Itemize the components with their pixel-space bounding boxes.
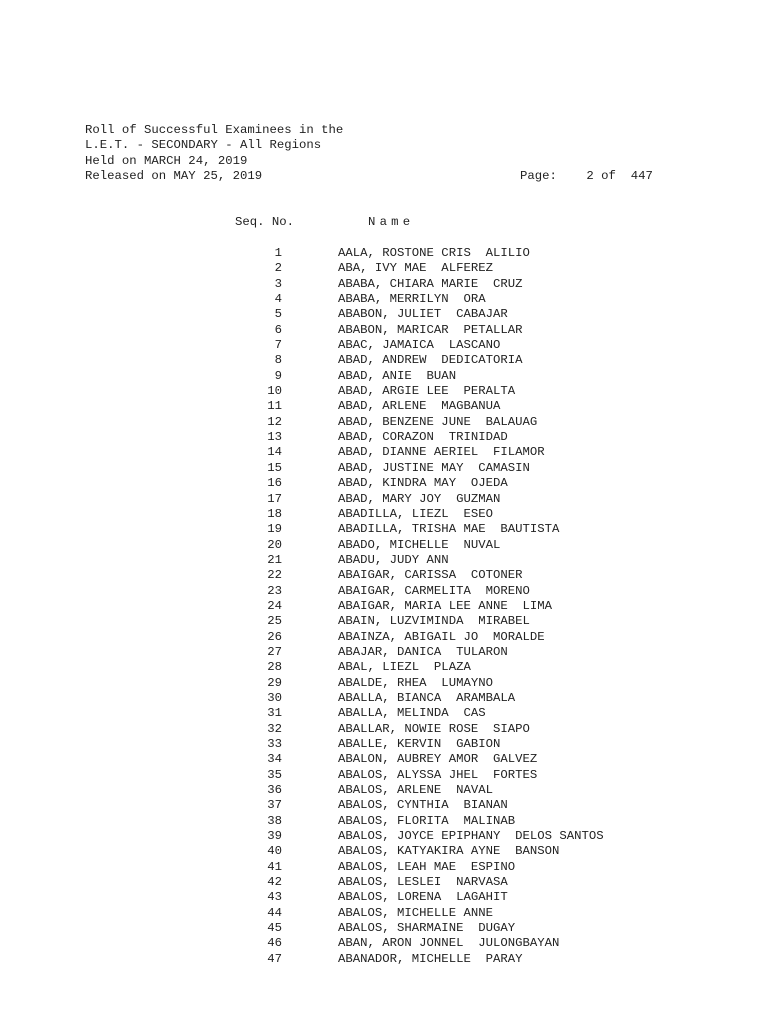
seq-number: 38 bbox=[267, 813, 282, 828]
list-item bbox=[0, 952, 768, 967]
examinee-name: ABALOS, JOYCE EPIPHANY DELOS SANTOS bbox=[338, 829, 604, 844]
examinee-name: ABABA, MERRILYN ORA bbox=[338, 292, 486, 307]
list-item bbox=[0, 936, 768, 951]
examinee-name: ABAL, LIEZL PLAZA bbox=[338, 660, 471, 675]
examinee-name: ABAINZA, ABIGAIL JO MORALDE bbox=[338, 629, 545, 644]
examinee-name: ABALOS, MICHELLE ANNE bbox=[338, 905, 493, 920]
seq-number: 40 bbox=[267, 844, 282, 859]
list-item bbox=[0, 507, 768, 522]
examinee-name: ABABA, CHIARA MARIE CRUZ bbox=[338, 276, 523, 291]
list-item bbox=[0, 430, 768, 445]
examinee-name: ABADILLA, LIEZL ESEO bbox=[338, 506, 493, 521]
seq-number: 8 bbox=[274, 353, 282, 368]
examinee-name: ABAD, ANIE BUAN bbox=[338, 368, 457, 383]
list-item bbox=[0, 246, 768, 261]
seq-number: 26 bbox=[267, 629, 282, 644]
list-item bbox=[0, 553, 768, 568]
seq-number: 6 bbox=[274, 322, 282, 337]
examinee-name: ABA, IVY MAE ALFEREZ bbox=[338, 261, 493, 276]
examinee-name: ABAC, JAMAICA LASCANO bbox=[338, 338, 501, 353]
examinee-name: ABADO, MICHELLE NUVAL bbox=[338, 537, 501, 552]
examinee-name: ABAD, ARGIE LEE PERALTA bbox=[338, 384, 516, 399]
examinee-name: ABAD, JUSTINE MAY CAMASIN bbox=[338, 460, 530, 475]
list-item bbox=[0, 568, 768, 583]
seq-no-column-header: Seq. No. bbox=[235, 215, 295, 229]
seq-number: 1 bbox=[274, 246, 282, 260]
seq-number: 5 bbox=[274, 307, 282, 322]
seq-number: 14 bbox=[267, 445, 282, 460]
examinee-name: ABAD, KINDRA MAY OJEDA bbox=[338, 476, 508, 491]
seq-number: 15 bbox=[267, 460, 282, 475]
seq-number: 43 bbox=[267, 890, 282, 905]
seq-number: 24 bbox=[267, 598, 282, 613]
examinee-name: AALA, ROSTONE CRIS ALILIO bbox=[338, 246, 530, 260]
seq-number: 17 bbox=[267, 491, 282, 506]
list-item bbox=[0, 445, 768, 460]
examinee-name: ABALOS, KATYAKIRA AYNE BANSON bbox=[338, 844, 560, 859]
examinee-name: ABAN, ARON JONNEL JULONGBAYAN bbox=[338, 936, 560, 951]
examinee-name: ABALOS, LESLEI NARVASA bbox=[338, 875, 508, 890]
seq-number: 3 bbox=[274, 276, 282, 291]
examinee-name: ABALOS, CYNTHIA BIANAN bbox=[338, 798, 508, 813]
examinee-name: ABALDE, RHEA LUMAYNO bbox=[338, 675, 493, 690]
list-item bbox=[0, 384, 768, 399]
seq-number: 19 bbox=[267, 522, 282, 537]
examinee-name: ABADU, JUDY ANN bbox=[338, 552, 449, 567]
list-item bbox=[0, 860, 768, 875]
list-item bbox=[0, 599, 768, 614]
examinee-name: ABAD, ARLENE MAGBANUA bbox=[338, 399, 501, 414]
list-item bbox=[0, 584, 768, 599]
list-item bbox=[0, 783, 768, 798]
examinee-name: ABAD, CORAZON TRINIDAD bbox=[338, 430, 508, 445]
examinee-name: ABAJAR, DANICA TULARON bbox=[338, 644, 508, 659]
seq-number: 31 bbox=[267, 706, 282, 721]
list-item bbox=[0, 814, 768, 829]
list-item bbox=[0, 691, 768, 706]
header-title-line: Roll of Successful Examinees in the bbox=[85, 123, 344, 137]
seq-number: 25 bbox=[267, 614, 282, 629]
seq-number: 18 bbox=[267, 506, 282, 521]
list-item bbox=[0, 890, 768, 905]
examinee-name: ABAIGAR, CARMELITA MORENO bbox=[338, 583, 530, 598]
list-item bbox=[0, 353, 768, 368]
examinee-name: ABABON, MARICAR PETALLAR bbox=[338, 322, 523, 337]
header-exam-line: L.E.T. - SECONDARY - All Regions bbox=[85, 138, 322, 153]
list-item bbox=[0, 538, 768, 553]
name-column-header: Name bbox=[368, 215, 415, 229]
list-item bbox=[0, 492, 768, 507]
seq-number: 34 bbox=[267, 752, 282, 767]
list-item bbox=[0, 798, 768, 813]
list-item bbox=[0, 630, 768, 645]
seq-number: 36 bbox=[267, 783, 282, 798]
seq-number: 30 bbox=[267, 690, 282, 705]
seq-number: 28 bbox=[267, 660, 282, 675]
seq-number: 10 bbox=[267, 384, 282, 399]
seq-number: 46 bbox=[267, 936, 282, 951]
list-item bbox=[0, 399, 768, 414]
seq-number: 45 bbox=[267, 921, 282, 936]
examinee-name: ABABON, JULIET CABAJAR bbox=[338, 307, 508, 322]
list-item bbox=[0, 829, 768, 844]
header-release-date: Released on MAY 25, 2019 bbox=[85, 169, 263, 184]
examinee-name: ABAD, MARY JOY GUZMAN bbox=[338, 491, 501, 506]
header-held-date: Held on MARCH 24, 2019 bbox=[85, 153, 248, 168]
seq-number: 27 bbox=[267, 644, 282, 659]
seq-number: 35 bbox=[267, 767, 282, 782]
seq-number: 11 bbox=[267, 399, 282, 414]
examinee-name: ABALLAR, NOWIE ROSE SIAPO bbox=[338, 721, 530, 736]
examinee-name: ABALON, AUBREY AMOR GALVEZ bbox=[338, 752, 538, 767]
examinee-name: ABAIN, LUZVIMINDA MIRABEL bbox=[338, 614, 530, 629]
seq-number: 41 bbox=[267, 859, 282, 874]
list-item bbox=[0, 522, 768, 537]
examinee-name: ABALLA, MELINDA CAS bbox=[338, 706, 486, 721]
list-item bbox=[0, 261, 768, 276]
list-item bbox=[0, 875, 768, 890]
examinee-name: ABAIGAR, MARIA LEE ANNE LIMA bbox=[338, 598, 553, 613]
list-item bbox=[0, 461, 768, 476]
list-item bbox=[0, 706, 768, 721]
seq-number: 44 bbox=[267, 905, 282, 920]
list-item bbox=[0, 476, 768, 491]
list-item bbox=[0, 614, 768, 629]
examinee-name: ABALLA, BIANCA ARAMBALA bbox=[338, 690, 516, 705]
seq-number: 23 bbox=[267, 583, 282, 598]
list-item bbox=[0, 415, 768, 430]
seq-number: 13 bbox=[267, 430, 282, 445]
seq-number: 33 bbox=[267, 737, 282, 751]
seq-number: 21 bbox=[267, 552, 282, 567]
examinee-name: ABALLE, KERVIN GABION bbox=[338, 737, 501, 751]
seq-number: 39 bbox=[267, 829, 282, 844]
seq-number: 42 bbox=[267, 875, 282, 890]
seq-number: 16 bbox=[267, 476, 282, 491]
list-item bbox=[0, 307, 768, 322]
seq-number: 37 bbox=[267, 798, 282, 813]
examinee-name: ABAIGAR, CARISSA COTONER bbox=[338, 568, 523, 583]
examinee-list bbox=[0, 246, 768, 967]
seq-number: 29 bbox=[267, 675, 282, 690]
examinee-name: ABALOS, LEAH MAE ESPINO bbox=[338, 859, 516, 874]
examinee-name: ABALOS, ARLENE NAVAL bbox=[338, 783, 493, 798]
list-item bbox=[0, 752, 768, 767]
list-item bbox=[0, 737, 768, 752]
examinee-name: ABAD, BENZENE JUNE BALAUAG bbox=[338, 414, 538, 429]
seq-number: 32 bbox=[267, 721, 282, 736]
list-item bbox=[0, 645, 768, 660]
list-item bbox=[0, 921, 768, 936]
seq-number: 47 bbox=[267, 951, 282, 966]
seq-number: 20 bbox=[267, 537, 282, 552]
list-item bbox=[0, 369, 768, 384]
examinee-name: ABADILLA, TRISHA MAE BAUTISTA bbox=[338, 522, 560, 537]
list-item bbox=[0, 676, 768, 691]
seq-number: 22 bbox=[267, 568, 282, 583]
list-item bbox=[0, 844, 768, 859]
seq-number: 12 bbox=[267, 414, 282, 429]
seq-number: 9 bbox=[274, 368, 282, 383]
seq-number: 4 bbox=[274, 292, 282, 307]
examinee-name: ABAD, DIANNE AERIEL FILAMOR bbox=[338, 445, 545, 460]
list-item bbox=[0, 906, 768, 921]
list-item bbox=[0, 768, 768, 783]
seq-number: 7 bbox=[274, 338, 282, 353]
page-number: Page: 2 of 447 bbox=[520, 169, 653, 184]
examinee-name: ABANADOR, MICHELLE PARAY bbox=[338, 951, 523, 966]
examinee-name: ABAD, ANDREW DEDICATORIA bbox=[338, 353, 523, 368]
list-item bbox=[0, 277, 768, 292]
list-item bbox=[0, 722, 768, 737]
examinee-name: ABALOS, SHARMAINE DUGAY bbox=[338, 921, 516, 936]
list-item bbox=[0, 338, 768, 353]
list-item bbox=[0, 660, 768, 675]
examinee-name: ABALOS, FLORITA MALINAB bbox=[338, 813, 516, 828]
examinee-name: ABALOS, ALYSSA JHEL FORTES bbox=[338, 767, 538, 782]
seq-number: 2 bbox=[274, 261, 282, 276]
list-item bbox=[0, 323, 768, 338]
examinee-name: ABALOS, LORENA LAGAHIT bbox=[338, 890, 508, 905]
list-item bbox=[0, 292, 768, 307]
